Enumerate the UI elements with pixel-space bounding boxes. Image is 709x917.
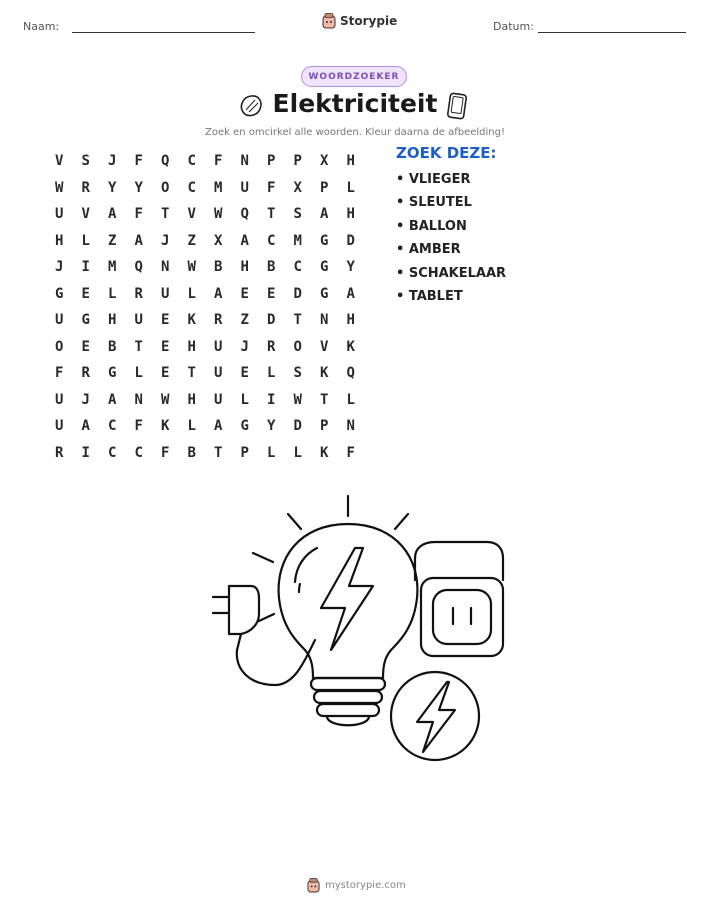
grid-letter: G (320, 232, 329, 249)
grid-letter: T (267, 206, 276, 223)
grid-letter: Q (134, 259, 143, 276)
grid-letter: A (214, 285, 223, 302)
grid-letter: L (81, 232, 90, 249)
grid-letter: U (161, 285, 170, 302)
grid-letter: Y (267, 418, 276, 435)
grid-letter: L (293, 444, 302, 461)
grid-letter: X (320, 153, 329, 170)
word-list-item: • SLEUTEL (396, 195, 472, 211)
grid-letter: R (134, 285, 143, 302)
grid-letter: E (267, 285, 276, 302)
grid-letter: J (108, 153, 117, 170)
grid-letter: G (55, 285, 64, 302)
word-list-item: • SCHAKELAAR (396, 265, 507, 281)
grid-letter: S (81, 153, 90, 170)
grid-letter: U (55, 206, 64, 223)
page-title: Elektriciteit (272, 89, 438, 118)
grid-letter: D (346, 232, 355, 249)
grid-letter: C (108, 418, 117, 435)
grid-letter: A (108, 206, 117, 223)
grid-letter: K (320, 444, 329, 461)
grid-letter: H (346, 312, 355, 329)
grid-letter: G (320, 259, 329, 276)
grid-letter: K (320, 365, 329, 382)
grid-letter: G (81, 312, 90, 329)
grid-letter: Y (134, 179, 143, 196)
grid-letter: M (293, 232, 302, 249)
grid-letter: L (346, 179, 355, 196)
grid-letter: A (108, 391, 117, 408)
grid-letter: I (81, 444, 90, 461)
grid-letter: F (214, 153, 223, 170)
grid-letter: Q (346, 365, 355, 382)
worksheet-type-badge: WOORDZOEKER (301, 66, 407, 87)
lightbulb-plug-illustration (195, 490, 515, 770)
word-list-item: • TABLET (396, 288, 463, 304)
grid-letter: J (81, 391, 90, 408)
grid-letter: C (293, 259, 302, 276)
grid-letter: F (134, 153, 143, 170)
grid-letter: F (346, 444, 355, 461)
word-search-grid (46, 148, 364, 466)
grid-letter: U (55, 418, 64, 435)
grid-letter: V (81, 206, 90, 223)
grid-letter: L (267, 444, 276, 461)
grid-letter: V (187, 206, 196, 223)
grid-letter: T (187, 365, 196, 382)
grid-letter: B (108, 338, 117, 355)
grid-letter: H (108, 312, 117, 329)
grid-letter: M (214, 179, 223, 196)
grid-letter: A (240, 232, 249, 249)
grid-letter: O (293, 338, 302, 355)
name-line (72, 32, 255, 33)
grid-letter: A (214, 418, 223, 435)
date-label: Datum: (493, 20, 534, 33)
grid-letter: E (81, 338, 90, 355)
name-label: Naam: (23, 20, 60, 33)
grid-letter: Q (240, 206, 249, 223)
tablet-icon (444, 92, 470, 120)
grid-letter: H (346, 206, 355, 223)
grid-letter: B (214, 259, 223, 276)
grid-letter: T (214, 444, 223, 461)
grid-letter: X (293, 179, 302, 196)
grid-letter: W (55, 179, 64, 196)
grid-letter: U (55, 391, 64, 408)
grid-letter: C (187, 153, 196, 170)
grid-letter: R (81, 365, 90, 382)
grid-letter: H (187, 391, 196, 408)
grid-letter: E (81, 285, 90, 302)
grid-letter: A (320, 206, 329, 223)
grid-letter: A (134, 232, 143, 249)
word-list-title: ZOEK DEZE: (396, 144, 497, 162)
grid-letter: N (346, 418, 355, 435)
grid-letter: P (240, 444, 249, 461)
grid-letter: R (55, 444, 64, 461)
grid-letter: L (108, 285, 117, 302)
grid-letter: F (134, 206, 143, 223)
grid-letter: T (320, 391, 329, 408)
grid-letter: S (293, 365, 302, 382)
grid-letter: D (293, 418, 302, 435)
grid-letter: O (161, 179, 170, 196)
grid-letter: W (161, 391, 170, 408)
grid-letter: J (55, 259, 64, 276)
grid-letter: S (293, 206, 302, 223)
grid-letter: W (187, 259, 196, 276)
grid-letter: L (187, 285, 196, 302)
grid-letter: H (346, 153, 355, 170)
grid-letter: Y (346, 259, 355, 276)
grid-letter: U (134, 312, 143, 329)
grid-letter: L (346, 391, 355, 408)
storypie-mascot-icon (307, 878, 320, 893)
grid-letter: N (134, 391, 143, 408)
grid-letter: G (320, 285, 329, 302)
grid-letter: W (214, 206, 223, 223)
grid-letter: E (161, 365, 170, 382)
grid-letter: U (214, 365, 223, 382)
grid-letter: F (55, 365, 64, 382)
grid-letter: Z (240, 312, 249, 329)
grid-letter: T (161, 206, 170, 223)
grid-letter: J (161, 232, 170, 249)
grid-letter: C (267, 232, 276, 249)
grid-letter: O (55, 338, 64, 355)
grid-letter: H (187, 338, 196, 355)
grid-letter: C (187, 179, 196, 196)
grid-letter: B (187, 444, 196, 461)
grid-letter: T (134, 338, 143, 355)
grid-letter: G (240, 418, 249, 435)
grid-letter: R (81, 179, 90, 196)
grid-letter: I (81, 259, 90, 276)
grid-letter: V (55, 153, 64, 170)
date-line (538, 32, 686, 33)
grid-letter: K (346, 338, 355, 355)
word-list-item: • BALLON (396, 218, 467, 234)
grid-letter: V (320, 338, 329, 355)
grid-letter: U (214, 338, 223, 355)
word-list (396, 171, 506, 311)
grid-letter: W (293, 391, 302, 408)
grid-letter: R (214, 312, 223, 329)
brand-logo (322, 13, 397, 29)
grid-letter: F (267, 179, 276, 196)
grid-letter: U (55, 312, 64, 329)
grid-letter: E (240, 365, 249, 382)
brand-name: Storypie (340, 14, 398, 28)
grid-letter: Y (108, 179, 117, 196)
footer (307, 878, 406, 893)
grid-letter: X (214, 232, 223, 249)
grid-letter: A (346, 285, 355, 302)
grid-letter: K (161, 418, 170, 435)
grid-letter: H (55, 232, 64, 249)
word-list-item: • AMBER (396, 242, 461, 258)
grid-letter: T (293, 312, 302, 329)
footer-url: mystorypie.com (325, 880, 406, 891)
storypie-mascot-icon (322, 13, 336, 29)
grid-letter: L (187, 418, 196, 435)
grid-letter: G (108, 365, 117, 382)
grid-letter: C (108, 444, 117, 461)
grid-letter: N (240, 153, 249, 170)
grid-letter: L (134, 365, 143, 382)
instructions: Zoek en omcirkel alle woorden. Kleur daarna de afbeelding! (205, 127, 505, 138)
grid-letter: I (267, 391, 276, 408)
grid-letter: L (267, 365, 276, 382)
grid-letter: Q (161, 153, 170, 170)
grid-letter: Z (187, 232, 196, 249)
grid-letter: E (161, 312, 170, 329)
grid-letter: H (240, 259, 249, 276)
grid-letter: R (267, 338, 276, 355)
grid-letter: D (267, 312, 276, 329)
grid-letter: P (320, 179, 329, 196)
grid-letter: N (161, 259, 170, 276)
grid-letter: J (240, 338, 249, 355)
grid-letter: K (187, 312, 196, 329)
grid-letter: E (161, 338, 170, 355)
grid-letter: N (320, 312, 329, 329)
grid-letter: F (161, 444, 170, 461)
grid-letter: M (108, 259, 117, 276)
word-list-item: • VLIEGER (396, 172, 471, 187)
grid-letter: U (214, 391, 223, 408)
grid-letter: C (134, 444, 143, 461)
grid-letter: B (267, 259, 276, 276)
grid-letter: F (134, 418, 143, 435)
grid-letter: Z (108, 232, 117, 249)
grid-letter: D (293, 285, 302, 302)
grid-letter: P (320, 418, 329, 435)
grid-letter: E (240, 285, 249, 302)
grid-letter: L (240, 391, 249, 408)
grid-letter: P (267, 153, 276, 170)
grid-letter: A (81, 418, 90, 435)
grid-letter: U (240, 179, 249, 196)
grid-letter: P (293, 153, 302, 170)
